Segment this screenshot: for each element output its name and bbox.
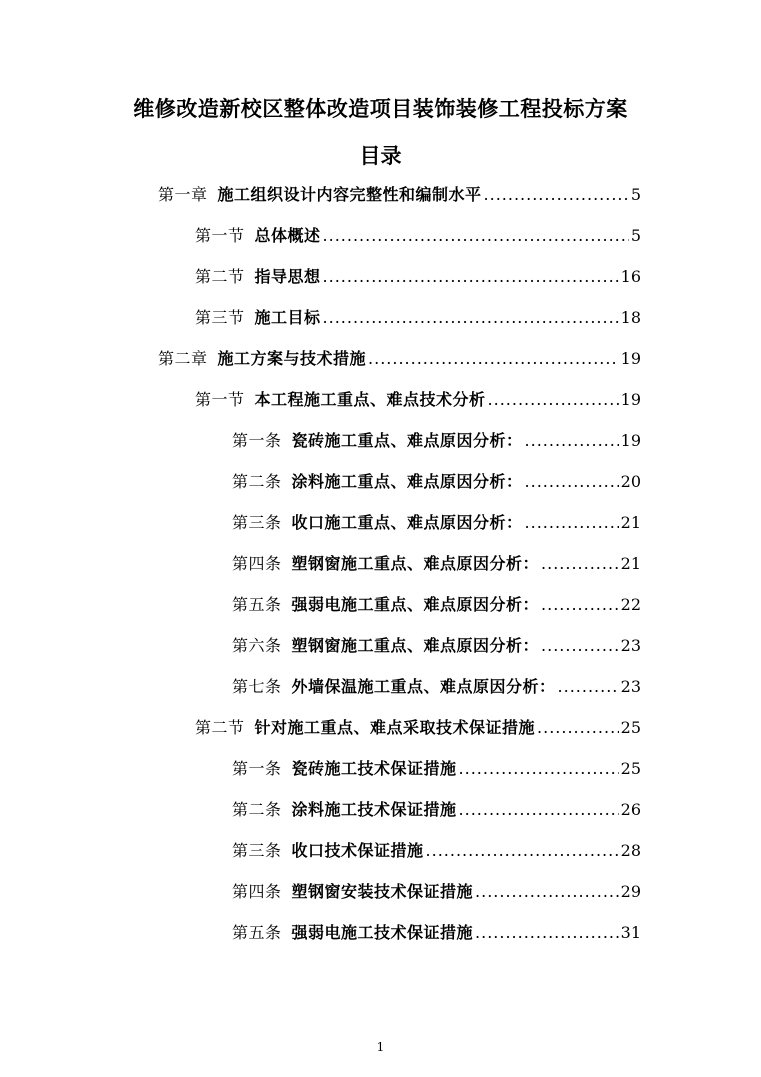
toc-entry[interactable] [232, 470, 641, 494]
toc-entry-page: 29 [620, 882, 641, 901]
toc-entry-page: 20 [620, 472, 641, 491]
toc-entry-label: 第一章 [158, 185, 208, 204]
toc-leader-dots [459, 757, 619, 781]
toc-entry-text: 外墙保温施工重点、难点原因分析： [291, 677, 556, 696]
toc-leader-dots [541, 634, 619, 658]
toc-entry-label: 第一条 [232, 431, 282, 450]
toc-entry-label: 第六条 [232, 636, 282, 655]
toc-entry-page: 18 [620, 308, 641, 327]
toc-entry[interactable] [232, 880, 641, 904]
toc-leader-dots [475, 921, 619, 945]
toc-entry[interactable] [232, 921, 641, 945]
toc-leader-dots [541, 593, 619, 617]
toc-leader-dots [525, 511, 619, 535]
toc-entry-page: 23 [620, 677, 641, 696]
toc-entry-text: 强弱电施工重点、难点原因分析： [291, 595, 540, 614]
toc-entry-label: 第一节 [195, 390, 245, 409]
toc-entry-label: 第一条 [232, 759, 282, 778]
toc-entry[interactable] [232, 429, 641, 453]
toc-leader-dots [537, 716, 619, 740]
toc-entry-label: 第二节 [195, 718, 245, 737]
toc-entry[interactable] [158, 183, 641, 207]
toc-entry-page: 26 [620, 800, 641, 819]
toc-entry-page: 5 [630, 185, 641, 204]
toc-leader-dots [484, 183, 629, 207]
toc-entry-text: 收口技术保证措施 [291, 841, 424, 860]
toc-entry-text: 收口施工重点、难点原因分析： [291, 513, 523, 532]
toc-entry-page: 22 [620, 595, 641, 614]
toc-entry-text: 施工组织设计内容完整性和编制水平 [217, 185, 482, 204]
toc-leader-dots [323, 265, 619, 289]
toc-leader-dots [488, 388, 619, 412]
toc-entry[interactable] [195, 224, 641, 248]
toc-entry-label: 第五条 [232, 923, 282, 942]
toc-leader-dots [426, 839, 619, 863]
toc-entry-text: 涂料施工重点、难点原因分析： [291, 472, 523, 491]
toc-entry[interactable] [232, 839, 641, 863]
toc-entry-label: 第三节 [195, 308, 245, 327]
toc-entry[interactable] [195, 265, 641, 289]
toc-heading: 目录 [359, 144, 402, 168]
toc-leader-dots [323, 306, 619, 330]
toc-entry-text: 本工程施工重点、难点技术分析 [254, 390, 486, 409]
toc-entry[interactable] [232, 634, 641, 658]
toc-entry-text: 指导思想 [254, 267, 321, 286]
toc-entry[interactable] [232, 675, 641, 699]
toc-entry-page: 21 [620, 513, 641, 532]
toc-entry[interactable] [195, 716, 641, 740]
toc-entry-label: 第四条 [232, 882, 282, 901]
toc-leader-dots [525, 470, 619, 494]
toc-entry-label: 第二条 [232, 800, 282, 819]
toc-entry[interactable] [232, 798, 641, 822]
toc-entry-page: 16 [620, 267, 641, 286]
toc-entry-page: 25 [620, 718, 641, 737]
toc-entry-label: 第三条 [232, 513, 282, 532]
toc-entry-label: 第五条 [232, 595, 282, 614]
toc-entry[interactable] [195, 388, 641, 412]
document-title: 维修改造新校区整体改造项目装饰装修工程投标方案 [133, 97, 628, 121]
toc-entry-page: 5 [630, 226, 641, 245]
toc-leader-dots [541, 552, 619, 576]
toc-entry-page: 19 [620, 431, 641, 450]
toc-leader-dots [558, 675, 619, 699]
toc-entry-page: 23 [620, 636, 641, 655]
toc-entry-text: 施工方案与技术措施 [217, 349, 367, 368]
toc-entry-page: 31 [620, 923, 641, 942]
toc-entry-page: 19 [620, 349, 641, 368]
toc-entry-text: 强弱电施工技术保证措施 [291, 923, 474, 942]
toc-leader-dots [525, 429, 619, 453]
toc-entry-label: 第三条 [232, 841, 282, 860]
toc-leader-dots [475, 880, 619, 904]
toc-leader-dots [368, 347, 619, 371]
toc-entry[interactable] [232, 593, 641, 617]
toc-entry-label: 第七条 [232, 677, 282, 696]
toc-entry-label: 第一节 [195, 226, 245, 245]
toc-entry-label: 第四条 [232, 554, 282, 573]
toc-entry-text: 瓷砖施工重点、难点原因分析： [291, 431, 523, 450]
toc-entry-text: 针对施工重点、难点采取技术保证措施 [254, 718, 536, 737]
toc-entry-page: 28 [620, 841, 641, 860]
toc-entry[interactable] [232, 511, 641, 535]
toc-entry[interactable] [232, 552, 641, 576]
toc-entry-page: 25 [620, 759, 641, 778]
toc-entry-page: 19 [620, 390, 641, 409]
toc-leader-dots [323, 224, 629, 248]
toc-entry-text: 总体概述 [254, 226, 321, 245]
toc-entry[interactable] [232, 757, 641, 781]
toc-entry-text: 塑钢窗施工重点、难点原因分析： [291, 554, 540, 573]
toc-entry[interactable] [158, 347, 641, 371]
page-number: 1 [376, 1040, 385, 1054]
toc-entry-text: 塑钢窗施工重点、难点原因分析： [291, 636, 540, 655]
toc-entry-label: 第二条 [232, 472, 282, 491]
toc-entry-text: 瓷砖施工技术保证措施 [291, 759, 457, 778]
toc-entry-label: 第二章 [158, 349, 208, 368]
toc-entry-text: 塑钢窗安装技术保证措施 [291, 882, 474, 901]
toc-entry-text: 涂料施工技术保证措施 [291, 800, 457, 819]
toc-entry[interactable] [195, 306, 641, 330]
toc-entry-page: 21 [620, 554, 641, 573]
toc-entry-label: 第二节 [195, 267, 245, 286]
toc-leader-dots [459, 798, 619, 822]
toc-entry-text: 施工目标 [254, 308, 321, 327]
